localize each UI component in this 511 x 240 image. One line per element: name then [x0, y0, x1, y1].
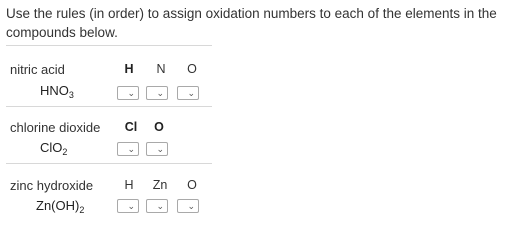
oxidation-number-select-o[interactable] — [146, 142, 168, 156]
oxidation-number-select-o[interactable] — [177, 86, 199, 100]
compound-formula — [40, 83, 74, 100]
compound-formula — [36, 198, 84, 215]
chevron-down-icon: ⌄ — [127, 88, 135, 98]
oxidation-number-select-cl[interactable] — [117, 142, 139, 156]
chevron-down-icon: ⌄ — [127, 144, 135, 154]
element-header: H — [124, 62, 134, 76]
formula-subscript: 2 — [79, 205, 85, 215]
formula-subscript: 3 — [68, 90, 74, 100]
chevron-down-icon: ⌄ — [156, 201, 164, 211]
oxidation-number-select-zn[interactable] — [146, 199, 168, 213]
element-header: N — [156, 62, 166, 76]
divider — [6, 106, 212, 107]
chevron-down-icon: ⌄ — [127, 201, 135, 211]
element-header: O — [154, 120, 164, 134]
compound-formula — [40, 140, 67, 157]
oxidation-number-select-o[interactable] — [177, 199, 199, 213]
oxidation-number-select-n[interactable] — [146, 86, 168, 100]
chevron-down-icon: ⌄ — [187, 201, 195, 211]
formula-base: Zn(OH) — [36, 198, 80, 213]
chevron-down-icon: ⌄ — [187, 88, 195, 98]
compound-name: chlorine dioxide — [10, 120, 101, 135]
compound-name: nitric acid — [10, 62, 65, 77]
element-header: Zn — [152, 178, 168, 192]
chevron-down-icon: ⌄ — [156, 88, 164, 98]
oxidation-number-select-h[interactable] — [117, 199, 139, 213]
oxidation-number-select-h[interactable] — [117, 86, 139, 100]
element-header: Cl — [124, 120, 138, 134]
chevron-down-icon: ⌄ — [156, 144, 164, 154]
instructions-text: Use the rules (in order) to assign oxidation numbers to each of the elements in the compounds below. — [6, 6, 497, 40]
divider — [6, 45, 212, 46]
formula-base: HNO — [40, 83, 69, 98]
formula-subscript: 2 — [62, 147, 68, 157]
element-header: O — [187, 178, 197, 192]
formula-base: ClO — [40, 140, 63, 155]
divider — [6, 163, 212, 164]
element-header: O — [187, 62, 197, 76]
element-header: H — [124, 178, 134, 192]
compound-name: zinc hydroxide — [10, 178, 94, 193]
